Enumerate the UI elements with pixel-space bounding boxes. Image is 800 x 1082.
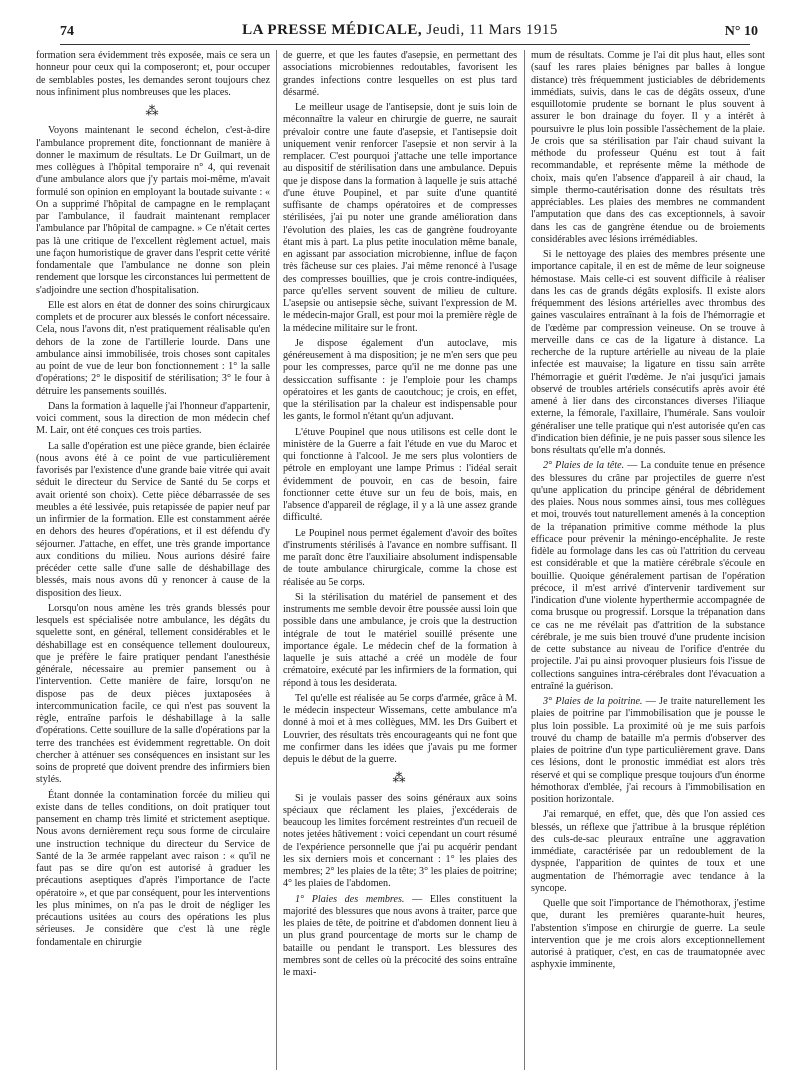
text-column-2 <box>283 50 517 1072</box>
paragraph: Si la stérilisation du matériel de pansement et des instruments me semble devoir être poussée aussi loin que possible dans une ambulance, je crois que la destruction intégrale de tout le matériel souillé présente une importance égale. Le médecin chef de la formation à laquelle je suis attaché a créé un modèle de four crématoire, exécuté par les infirmiers de la formation, qui répond à tous les desiderata. <box>283 591 517 689</box>
paragraph: Lorsqu'on nous amène les très grands blessés pour lesquels est spécialisée notre ambulance, les dégâts du squelette sont, en général, tellement considérables et le déshabillage est en conséquence tellement douloureux, que je préfère le faire pratiquer pendant l'anesthésie générale, nécessaire au premier pansement ou à l'intervention. Cette manière de faire, lorsqu'on ne dispose pas de deux pièces juxtaposées à intercommunication facile, ce qui n'est pas souvent la règle, entraîne parfois le déshabillage à la salle d'opérations. Cette souillure de la salle d'opérations par la terre des tranchées est évidemment regrettable. On doit chercher à atténuer ses conséquences en insistant sur les soins de propreté que doivent prendre des infirmiers bien stylés. <box>36 602 270 786</box>
paragraph: L'étuve Poupinel que nous utilisons est celle dont le ministère de la Guerre a fait l'étude en vue du Maroc et qui fonctionne à l'alcool. Je me sers plus volontiers de pétrole en employant une lampe Primus : l'idéal serait évidemment de pouvoir, en cas de besoin, faire fonctionner cette étuve sur un feu de bois, mais, en l'absence d'appareil de réglage, il y a là une assez grande difficulté. <box>283 426 517 524</box>
paragraph: Étant donnée la contamination forcée du milieu qui existe dans de telles conditions, on doit pratiquer tout pansement en champ très limité et strictement aseptique. Nous avons dernièrement reçu sous forme de circulaire une instruction technique du directeur du Service de Santé de la 3e armée rappelant avec raison : « qu'il ne faut pas se dire qu'on est autorisé à graduer les précautions aseptiques d'après l'importance de l'acte opératoire », et que par conséquent, pour les interventions les plus minimes, on n'a pas le droit de négliger les précautions usitées au cours des opérations les plus sérieuses. Je considère que c'est là une règle fondamentale en chirurgie <box>36 789 270 948</box>
paragraph: La salle d'opération est une pièce grande, bien éclairée (nous avons été à ce point de vue particulièrement favorisés par l'existence d'une grande baie vitrée qui avait séduit le directeur du Service de Santé du 5e corps et avait orienté son choix). Cette pièce débarrassée de ses meubles a été lessivée, puis retapissée de papier neuf par un infirmier de la formation. Elle est constamment aérée en dehors des heures d'opérations, et il est défendu d'y séjourner. J'attache, en effet, une très grande importance aux conditions du milieu. Nous aurions désiré faire précéder cette salle d'une salle de déshabillage des blessés, mais nous avons dû y renoncer à cause de la disposition des lieux. <box>36 440 270 599</box>
paragraph-body: — La conduite tenue en présence des blessures du crâne par projectiles de guerre n'est qu'une application du principe général de débridement des plaies. Nous nous sommes ainsi, tous mes collègues et moi, trouvés tout naturellement amenés à la conception de la trépanation primitive comme méthode la plus efficace pour prévenir la méningo-encéphalite. Je reste fidèle au formolage dans les cas où l'attrition du cerveau est considérable et que la matière cérébrale s'écoule en bouillie. Quoique généralement partisan de l'opération précoce, il m'est arrivé d'intervenir tardivement sur l'indication d'une violente hyperthermie accompagnée de coma brusque ou progressif. Lorsque la trépanation dans ce cas ne me révélait pas d'attrition de la substance cérébrale, je me suis bien trouvé d'une prudente incision de cette substance au niveau de l'orifice d'entrée du projectile. J'ai pu ainsi provoquer plusieurs fois l'issue de collections sanguines intra-cérébrales dont l'évacuation a entraîné la guérison. <box>531 460 765 692</box>
text-column-1 <box>36 50 270 1072</box>
paragraph: formation sera évidemment très exposée, mais ce sera un honneur pour ceux qui la composeront; et, pour occuper de semblables postes, les demandes seront toujours chez nous infiniment plus nombreuses que les places. <box>36 50 270 98</box>
paragraph: Elle est alors en état de donner des soins chirurgicaux complets et de procurer aux blessés le confort nécessaire. Cela, nous l'avons dit, n'est pratiquement réalisable qu'en dehors de la zone de l'artillerie lourde. Dans une ambulance ainsi immobilisée, trois choses sont capitales au point de vue de leur bon fonctionnement : 1° la salle d'opérations; 2° le dispositif de stérilisation; 3° le four à détruire les pansements souillés. <box>36 299 270 397</box>
paragraph: Je dispose également d'un autoclave, mis généreusement à ma disposition; je ne m'en sers que peu pour les compresses, parce qu'il ne me donne pas une dessiccation suffisante : je l'emploie pour les champs opératoires et les gants de caoutchouc; je crois, en effet, que la stérilisation par la chaleur est indispensable pour les gants, le formol n'étant qu'un adjuvant. <box>283 337 517 423</box>
column-divider <box>524 50 525 1070</box>
section-paragraph <box>531 460 765 693</box>
text-column-3 <box>531 50 765 1072</box>
header-rule <box>60 44 750 45</box>
paragraph: Quelle que soit l'importance de l'hémothorax, j'estime que, durant les premières quarante-huit heures, l'abstention s'impose en chirurgie de guerre. La seule intervention que je me crois alors exceptionnellement autorisé à pratiquer, c'est, en cas de traumatopnée avec asphyxie imminente, <box>531 898 765 971</box>
page-header <box>20 18 780 42</box>
paragraph: Voyons maintenant le second échelon, c'est-à-dire l'ambulance proprement dite, fonctionnant de manière à donner le maximum de résultats. Le Dr Guilmart, un de mes collègues à l'hôpital temporaire n° 4, qui revenait d'une ambulance alors que j'y partais moi-même, m'avait formulé son opinion en employant la boutade suivante : « On a supprimé l'hôpital de campagne en le remplaçant par l'ambulance, il faudrait maintenant remplacer l'ambulance par l'hôpital de campagne. » Ce n'était certes pas là une critique de l'excellent règlement actuel, mais une façon humoristique de graver dans l'esprit cette vérité fondamentale que l'ambulance ne donne son plein rendement que lorsque les circonstances lui permettent de s'adjoindre une section d'hospitalisation. <box>36 125 270 296</box>
paragraph: Si je voulais passer des soins généraux aux soins spéciaux que réclament les plaies, j'excéderais de beaucoup les limites forcément restreintes d'un recueil de notes jetées hâtivement : voici cependant un court résumé de l'expérience personnelle que j'ai pu acquérir pendant les six derniers mois et concernant : 1° les plaies des membres; 2° les plaies de la tête; 3° les plaies de poitrine; 4° les plaies de l'abdomen. <box>283 792 517 890</box>
paragraph: Le Poupinel nous permet également d'avoir des boîtes d'instruments stérilisés à l'avance en nombre suffisant. Il me paraît donc être l'auxiliaire absolument indispensable de toute ambulance chirurgicale, comme la chose est réalisée au 5e corps. <box>283 527 517 588</box>
section-paragraph <box>531 696 765 806</box>
paragraph: mum de résultats. Comme je l'ai dit plus haut, elles sont (sauf les rares plaies bénignes par balles à longue distance) très fréquemment justiciables de débridements immédiats, suivis, dans le cas de dégâts osseux, d'une esquillotomie prudente se bornant le plus souvent à assurer le bon drainage du foyer. Il y a intérêt à poursuivre le plus loin possible l'assèchement de la plaie. Je crois que sa stérilisation par l'air chaud suivant la méthode du professeur Quénu est tout à fait recommandable, et représente même la méthode de choix, mais qu'en l'absence d'appareil à air chaud, la simple thermo-cautérisation donne des résultats très appréciables. Les plaies des membres ne commandent l'amputation que dans des cas exceptionnels, à savoir dans les cas de gangrène étendue ou de broiements considérables avec lésions irrémédiables. <box>531 50 765 245</box>
paragraph: Tel qu'elle est réalisée au 5e corps d'armée, grâce à M. le médecin inspecteur Wissemans, cette ambulance m'a donné à moi et à mes collègues, MM. les Drs Guibert et Louvrier, des résultats très encourageants qui ne font que me confirmer dans les idées que j'avais pu me former depuis le début de la guerre. <box>283 692 517 765</box>
paragraph: de guerre, et que les fautes d'asepsie, en permettant des associations microbiennes redoutables, favorisent les grandes infections contre lesquelles on est plus tard désarmé. <box>283 50 517 98</box>
section-heading: 2° Plaies de la tête. <box>543 460 625 472</box>
paragraph: Le meilleur usage de l'antisepsie, dont je suis loin de méconnaître la valeur en chirurgie de guerre, ne saurait prévaloir contre une faute d'asepsie, et l'antisepsie doit uniquement venir renforcer l'asepsie et non servir à la remplacer. C'est pourquoi j'attache une telle importance au dispositif de stérilisation dans une ambulance. Depuis que je dispose dans la formation à laquelle je suis attaché d'une étuve Poupinel, et par suite d'une quantité suffisante de champs opératoires et de compresses stérilisées, j'ai pu noter une grande amélioration dans l'évolution des plaies, les cas de gangrène foudroyante étant mis à part. La plus petite inoculation même banale, en agissant par association microbienne, influe de façon très fâcheuse sur ces plaies. J'ai même renoncé à l'usage des compresses bouillies, que je crois contre-indiquées, parce qu'elles servent souvent de milieu de culture. L'asepsie ou antisepsie sèche, suivant l'expression de M. le médecin-major Grall, est pour moi la première règle de la médecine militaire sur le front. <box>283 102 517 334</box>
paragraph: J'ai remarqué, en effet, que, dès que l'on assied ces blessés, un réflexe que j'attribue à la brusque réplétion des culs-de-sac pleuraux entraîne une aggravation immédiate, caractérisée par un redoublement de la dyspnée, l'apparition de quintes de toux et une augmentation de l'hémorragie avec tendance à la syncope. <box>531 809 765 894</box>
section-paragraph <box>283 894 517 980</box>
column-divider <box>276 50 277 1070</box>
paragraph: Dans la formation à laquelle j'ai l'honneur d'appartenir, voici comment, sous la direction de mon médecin chef M. Lair, ont été conçues ces trois parties. <box>36 400 270 437</box>
issue-date: Jeudi, 11 Mars 1915 <box>426 22 558 38</box>
issue-number: N° 10 <box>724 24 758 39</box>
section-heading: 3° Plaies de la poitrine. <box>543 696 643 707</box>
section-heading: 1° Plaies des membres. <box>295 893 405 905</box>
page-number: 74 <box>60 24 74 39</box>
section-stars: ⁂ <box>145 103 161 118</box>
paragraph-body: — Elles constituent la majorité des blessures que nous avons à traiter, parce que les plaies de tête, de poitrine et d'abdomen donnent lieu à un plus grand pourcentage de morts sur le champ de bataille ou pendant le transport. Les blessures des membres sont de celles où la précocité des soins entraîne le maxi- <box>283 893 517 978</box>
paragraph: Si le nettoyage des plaies des membres présente une importance capitale, il en est de même de leur soigneuse hémostase. Mais celle-ci est souvent difficile à réaliser dans les cas de grands dégâts explosifs. Il existe alors fréquemment des lésions artérielles avec thrombus des gaines vasculaires entraînant à la fois de l'hémorragie et de l'œdème par compression veineuse. On se trouve à merveille dans ce cas de la ligature à distance. La recherche de la rupture artérielle au niveau de la plaie infectée est mauvaise; la ligature en tissu sain arrête l'hémorragie et guérit l'œdème. Je n'ai jusqu'ici jamais observé de troubles artériels consécutifs après avoir été amené à lier dans des circonstances diverses l'iliaque externe, la fémorale, l'axillaire, l'humérale. Sans vouloir généraliser une telle pratique qui n'est autorisée qu'en cas d'indication bien définie, je ne puis passer sous silence les bons résultats qu'elle m'a donnés. <box>531 249 765 456</box>
journal-name: LA PRESSE MÉDICALE, <box>242 22 423 38</box>
paragraph-body: — Je traite naturellement les plaies de poitrine par l'immobilisation que je pousse le plus loin possible. La proximité où je me suis parfois trouvé du champ de bataille m'a permis d'observer des plaies de poitrine d'un type particulièrement grave. Dans ces lésions, dont le pronostic immédiat est alors très réservé et qui se complique presque toujours d'un énorme hémothorax d'emblée, j'ai recours à l'immobilisation en position horizontale. <box>531 696 765 805</box>
section-stars: ⁂ <box>392 770 408 786</box>
journal-title <box>20 22 780 39</box>
